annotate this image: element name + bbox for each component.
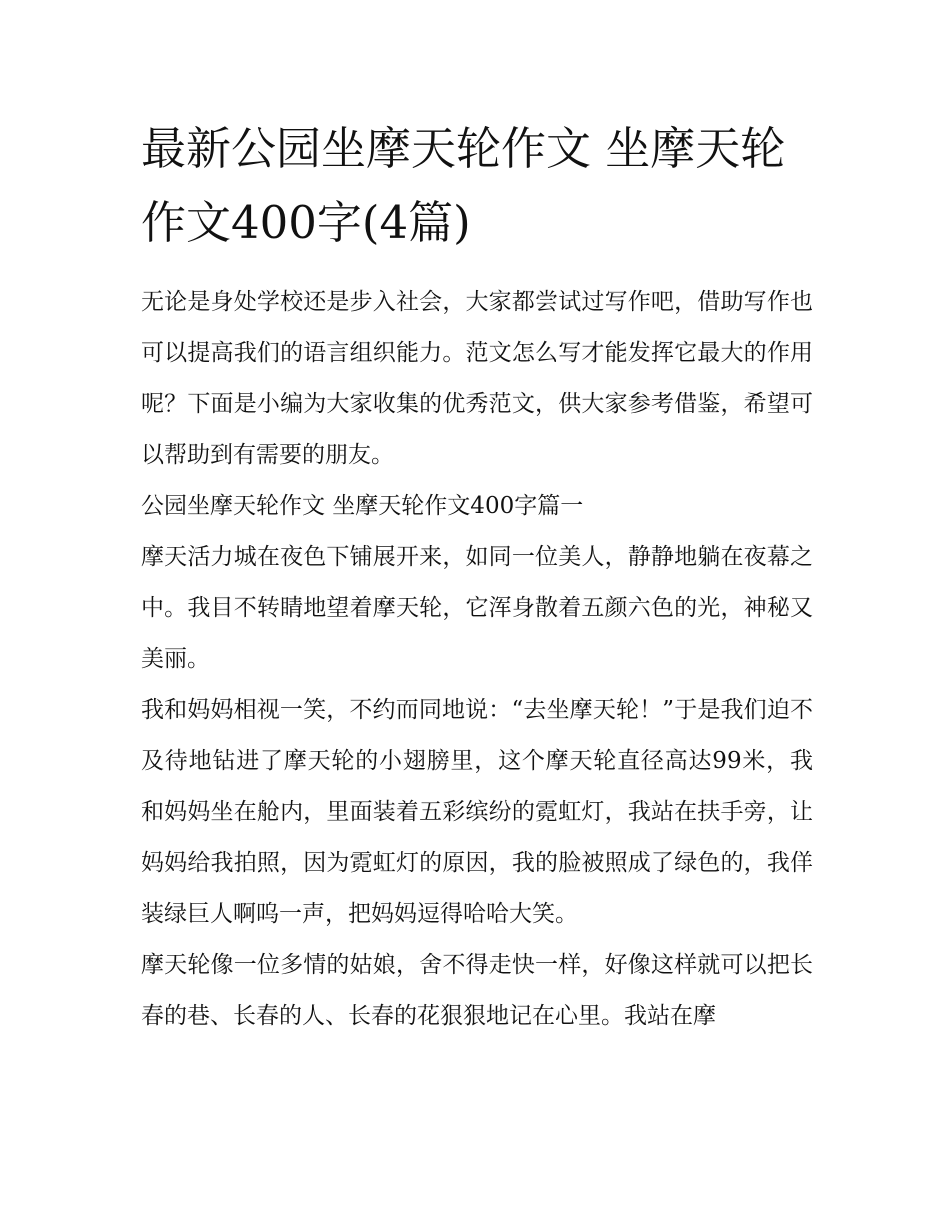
intro-paragraph: 无论是身处学校还是步入社会，大家都尝试过写作吧，借助写作也可以提高我们的语言组织能力。范文怎么写才能发挥它最大的作用呢？下面是小编为大家收集的优秀范文，供大家参考借鉴，希望可以帮助到有需要的朋友。 <box>141 289 813 468</box>
section-heading: 公园坐摩天轮作文 坐摩天轮作文400字篇一 <box>141 493 584 519</box>
body-paragraph: 我和妈妈相视一笑，不约而同地说：“去坐摩天轮！”于是我们迫不及待地钻进了摩天轮的小翅膀里，这个摩天轮直径高达99米，我和妈妈坐在舱内，里面装着五彩缤纷的霓虹灯，我站在扶手旁，让妈妈给我拍照，因为霓虹灯的原因，我的脸被照成了绿色的，我佯装绿巨人啊呜一声，把妈妈逗得哈哈大笑。 <box>141 697 813 927</box>
document-title: 最新公园坐摩天轮作文 坐摩天轮作文400字(4篇) <box>141 122 786 249</box>
body-paragraph: 摩天轮像一位多情的姑娘，舍不得走快一样，好像这样就可以把长春的巷、长春的人、长春的花狠狠地记在心里。我站在摩 <box>141 952 813 1029</box>
document-page <box>141 112 813 1042</box>
body-paragraph: 摩天活力城在夜色下铺展开来，如同一位美人，静静地躺在夜幕之中。我目不转睛地望着摩天轮，它浑身散着五颜六色的光，神秘又美丽。 <box>141 544 813 672</box>
document-body <box>141 277 813 1042</box>
